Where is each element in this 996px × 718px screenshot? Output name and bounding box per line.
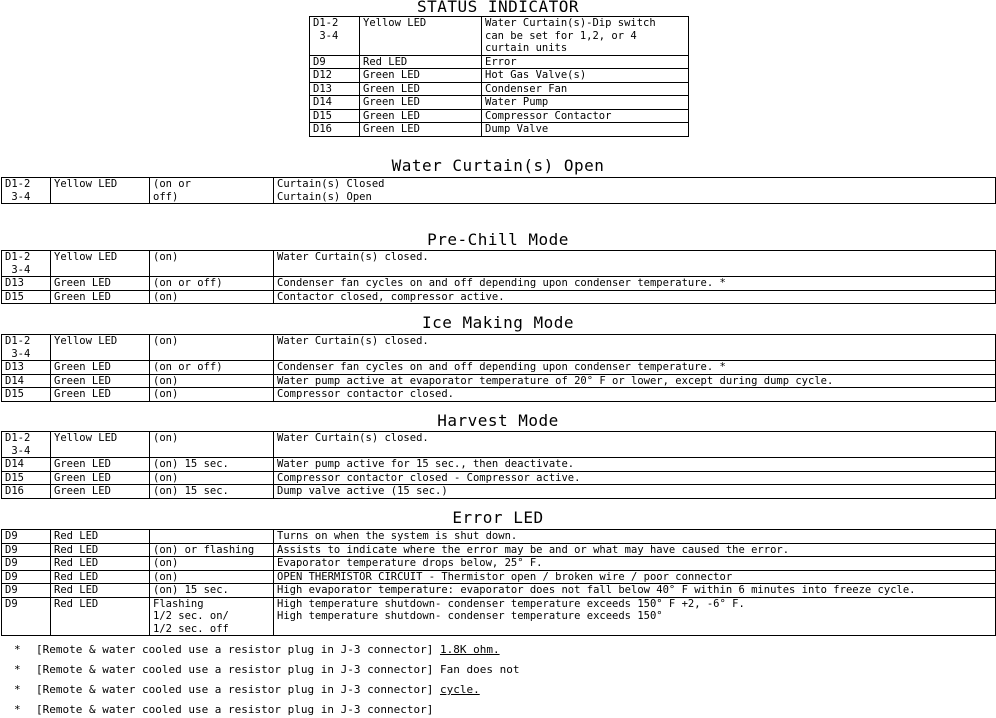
table-row: [310, 109, 689, 123]
footnote-tail: cycle.: [439, 683, 480, 696]
led-id-cell: D14: [310, 96, 360, 110]
led-state-cell: (on): [150, 290, 274, 304]
description-cell: Contactor closed, compressor active.: [274, 290, 996, 304]
description-cell: Turns on when the system is shut down.: [274, 530, 996, 544]
led-state-cell: (on) 15 sec.: [150, 584, 274, 598]
description-cell: Water Curtain(s) closed.: [274, 251, 996, 277]
table-row: [310, 96, 689, 110]
footnote-line: [14, 643, 500, 657]
harvest-mode-title: Harvest Mode: [437, 411, 559, 430]
description-cell: Condenser fan cycles on and off depending upon condenser temperature. *: [274, 277, 996, 291]
led-color-cell: Red LED: [51, 543, 150, 557]
table-row: [2, 530, 996, 544]
led-id-cell: D15: [310, 109, 360, 123]
led-id-cell: D13: [2, 361, 51, 375]
description-cell: Water Curtain(s)-Dip switch can be set for 1,2, or 4 curtain units: [482, 17, 689, 56]
led-color-cell: Green LED: [51, 374, 150, 388]
description-cell: Assists to indicate where the error may be and or what may have caused the error.: [274, 543, 996, 557]
led-state-cell: (on): [150, 570, 274, 584]
description-cell: High evaporator temperature: evaporator does not fall below 40° F within 6 minutes into freeze cycle.: [274, 584, 996, 598]
led-color-cell: Yellow LED: [51, 432, 150, 458]
led-state-cell: (on) or flashing: [150, 543, 274, 557]
led-color-cell: Green LED: [51, 290, 150, 304]
table-row: [2, 570, 996, 584]
pre-chill-mode-table: [1, 250, 996, 304]
description-cell: Compressor contactor closed.: [274, 388, 996, 402]
description-cell: Water Curtain(s) closed.: [274, 335, 996, 361]
led-id-cell: D13: [310, 82, 360, 96]
led-state-cell: (on): [150, 432, 274, 458]
led-color-cell: Red LED: [51, 570, 150, 584]
table-row: [2, 557, 996, 571]
led-color-cell: Green LED: [51, 485, 150, 499]
led-id-cell: D1-2 3-4: [2, 335, 51, 361]
table-row: [2, 361, 996, 375]
led-id-cell: D1-2 3-4: [2, 251, 51, 277]
error-led-table: [1, 529, 996, 636]
ice-making-mode-title: Ice Making Mode: [422, 313, 574, 332]
led-color-cell: Green LED: [51, 471, 150, 485]
description-cell: Compressor Contactor: [482, 109, 689, 123]
led-color-cell: Red LED: [360, 55, 482, 69]
led-id-cell: D15: [2, 388, 51, 402]
water-curtain-open-title: Water Curtain(s) Open: [391, 156, 605, 175]
led-id-cell: D12: [310, 69, 360, 83]
table-row: [310, 17, 689, 56]
error-led-title: Error LED: [452, 508, 544, 527]
table-row: [310, 82, 689, 96]
table-row: [310, 69, 689, 83]
harvest-mode-table: [1, 431, 996, 499]
led-id-cell: D1-2 3-4: [2, 432, 51, 458]
description-cell: Error: [482, 55, 689, 69]
led-id-cell: D15: [2, 290, 51, 304]
led-color-cell: Yellow LED: [51, 335, 150, 361]
led-state-cell: (on): [150, 471, 274, 485]
table-row: [2, 374, 996, 388]
led-id-cell: D9: [310, 55, 360, 69]
table-row: [2, 432, 996, 458]
led-id-cell: D16: [310, 123, 360, 137]
led-color-cell: Yellow LED: [360, 17, 482, 56]
footnote-text: [Remote & water cooled use a resistor plug in J-3 connector]: [36, 663, 434, 676]
table-row: [2, 290, 996, 304]
led-color-cell: Green LED: [360, 96, 482, 110]
led-state-cell: (on): [150, 557, 274, 571]
led-id-cell: D9: [2, 570, 51, 584]
asterisk-marker: *: [14, 683, 21, 696]
led-color-cell: Green LED: [360, 109, 482, 123]
led-state-cell: (on): [150, 335, 274, 361]
table-row: [310, 123, 689, 137]
description-cell: Water Curtain(s) closed.: [274, 432, 996, 458]
description-cell: Water pump active at evaporator temperature of 20° F or lower, except during dump cycle.: [274, 374, 996, 388]
table-row: [2, 543, 996, 557]
led-id-cell: D1-2 3-4: [310, 17, 360, 56]
led-color-cell: Green LED: [360, 82, 482, 96]
table-row: [2, 458, 996, 472]
description-cell: Dump Valve: [482, 123, 689, 137]
description-cell: Condenser Fan: [482, 82, 689, 96]
status-indicator-title: STATUS INDICATOR: [416, 0, 580, 16]
footnote-line: [14, 703, 433, 717]
table-row: [2, 277, 996, 291]
description-cell: OPEN THERMISTOR CIRCUIT - Thermistor open / broken wire / poor connector: [274, 570, 996, 584]
led-id-cell: D9: [2, 530, 51, 544]
table-row: [2, 584, 996, 598]
description-cell: Dump valve active (15 sec.): [274, 485, 996, 499]
led-color-cell: Red LED: [51, 584, 150, 598]
led-id-cell: D13: [2, 277, 51, 291]
footnote-text: [Remote & water cooled use a resistor plug in J-3 connector]: [36, 643, 434, 656]
led-id-cell: D9: [2, 543, 51, 557]
footnote-tail: Fan does not: [439, 663, 520, 676]
description-cell: High temperature shutdown- condenser temperature exceeds 150° F +2, -6° F. High temperature shutdown- condenser temperature exceeds 150°: [274, 597, 996, 636]
description-cell: Water Pump: [482, 96, 689, 110]
led-id-cell: D15: [2, 471, 51, 485]
description-cell: Hot Gas Valve(s): [482, 69, 689, 83]
led-id-cell: D14: [2, 458, 51, 472]
status-indicator-table: [309, 16, 689, 137]
footnote-tail: 1.8K ohm.: [439, 643, 500, 656]
footnote-line: [14, 663, 519, 677]
led-state-cell: (on or off): [150, 361, 274, 375]
led-color-cell: Red LED: [51, 557, 150, 571]
led-color-cell: Red LED: [51, 530, 150, 544]
led-state-cell: (on) 15 sec.: [150, 485, 274, 499]
led-color-cell: Green LED: [360, 123, 482, 137]
ice-making-mode-table: [1, 334, 996, 402]
led-id-cell: D9: [2, 597, 51, 636]
description-cell: Curtain(s) Closed Curtain(s) Open: [274, 178, 996, 204]
table-row: [310, 55, 689, 69]
led-state-cell: Flashing 1/2 sec. on/ 1/2 sec. off: [150, 597, 274, 636]
led-state-cell: (on): [150, 374, 274, 388]
led-state-cell: (on): [150, 388, 274, 402]
led-id-cell: D16: [2, 485, 51, 499]
table-row: [2, 485, 996, 499]
led-state-cell: (on) 15 sec.: [150, 458, 274, 472]
led-color-cell: Yellow LED: [51, 251, 150, 277]
description-cell: Water pump active for 15 sec., then deactivate.: [274, 458, 996, 472]
asterisk-marker: *: [14, 663, 21, 676]
led-state-cell: (on or off): [150, 277, 274, 291]
led-id-cell: D14: [2, 374, 51, 388]
pre-chill-mode-title: Pre-Chill Mode: [427, 230, 569, 249]
led-color-cell: Green LED: [360, 69, 482, 83]
table-row: [2, 335, 996, 361]
table-row: [2, 178, 996, 204]
description-cell: Evaporator temperature drops below, 25° F.: [274, 557, 996, 571]
led-state-cell: (on or off): [150, 178, 274, 204]
footnote-text: [Remote & water cooled use a resistor plug in J-3 connector]: [36, 703, 434, 716]
water-curtain-open-table: [1, 177, 996, 204]
footnote-line: [14, 683, 480, 697]
description-cell: Condenser fan cycles on and off depending upon condenser temperature. *: [274, 361, 996, 375]
asterisk-marker: *: [14, 643, 21, 656]
led-id-cell: D1-2 3-4: [2, 178, 51, 204]
table-row: [2, 471, 996, 485]
led-state-cell: [150, 530, 274, 544]
led-color-cell: Green LED: [51, 361, 150, 375]
description-cell: Compressor contactor closed - Compressor active.: [274, 471, 996, 485]
led-color-cell: Green LED: [51, 458, 150, 472]
asterisk-marker: *: [14, 703, 21, 716]
led-color-cell: Green LED: [51, 277, 150, 291]
led-color-cell: Red LED: [51, 597, 150, 636]
led-id-cell: D9: [2, 557, 51, 571]
led-state-cell: (on): [150, 251, 274, 277]
footnote-text: [Remote & water cooled use a resistor plug in J-3 connector]: [36, 683, 434, 696]
table-row: [2, 597, 996, 636]
led-color-cell: Green LED: [51, 388, 150, 402]
led-id-cell: D9: [2, 584, 51, 598]
table-row: [2, 251, 996, 277]
led-color-cell: Yellow LED: [51, 178, 150, 204]
table-row: [2, 388, 996, 402]
